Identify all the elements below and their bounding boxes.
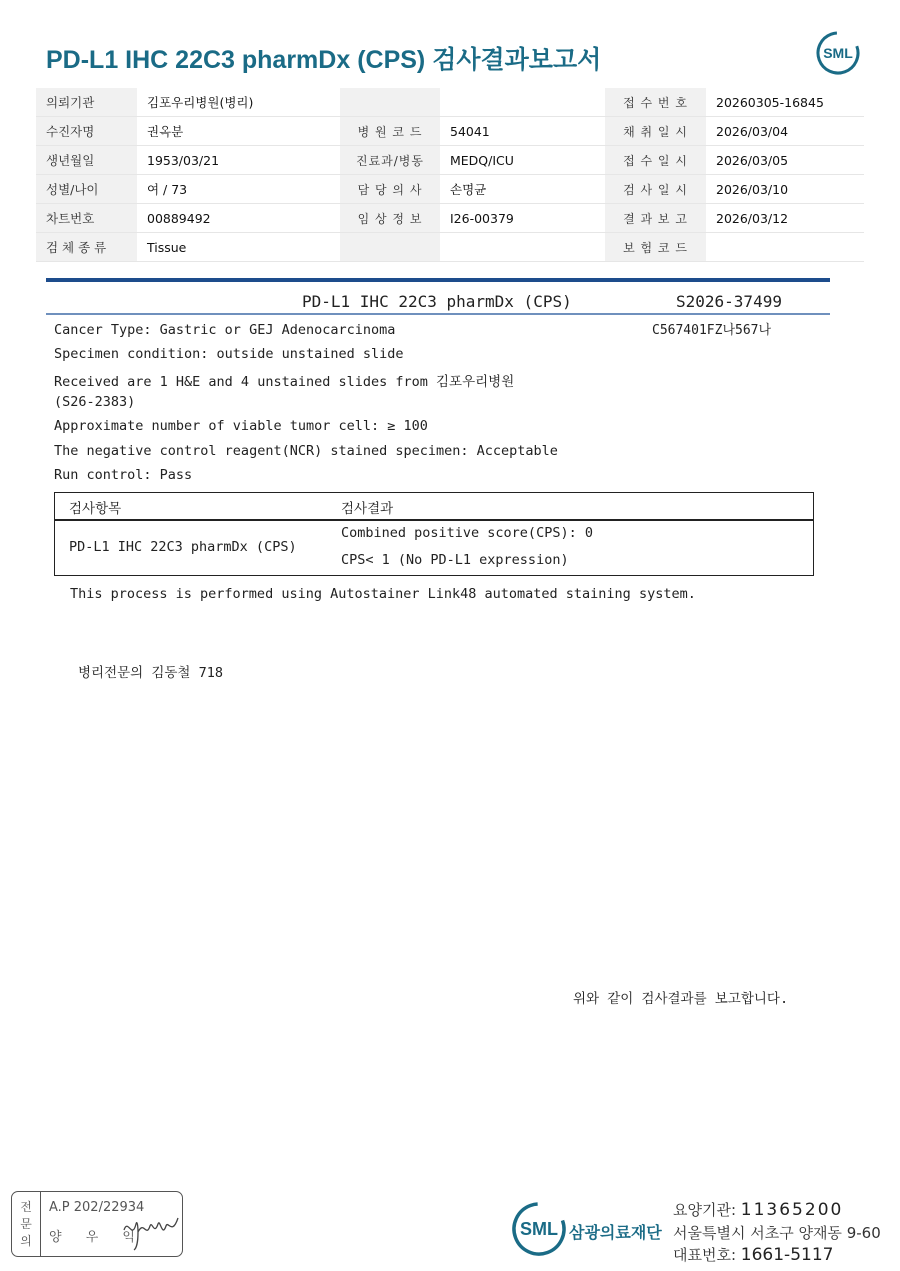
info-value: 2026/03/04 (706, 117, 864, 146)
info-label: 성별/나이 (36, 175, 137, 204)
stamp-name: 양 우 익 (49, 1230, 145, 1245)
info-row (36, 233, 864, 262)
info-label: 채 취 일 시 (605, 117, 706, 146)
specimen-number: S2026-37499 (676, 292, 782, 311)
pathologist: 병리전문의 김동철 718 (78, 665, 223, 681)
patient-info-table (36, 88, 864, 262)
info-label: 검 체 종 류 (36, 233, 137, 262)
address: 서울특별시 서초구 양재동 9-60 (673, 1224, 881, 1242)
info-label: 병 원 코 드 (340, 117, 440, 146)
info-label: 결 과 보 고 (605, 204, 706, 233)
header-result: 검사결과 (341, 501, 394, 517)
info-row (36, 204, 864, 233)
pathologist-stamp (11, 1191, 183, 1257)
info-value: 김포우리병원(병리) (137, 88, 340, 117)
test-name-header: PD-L1 IHC 22C3 pharmDx (CPS) (302, 292, 572, 311)
report-line: Cancer Type: Gastric or GEJ Adenocarcinoma (54, 322, 396, 338)
report-line: Approximate number of viable tumor cell: ≥ 100 (54, 418, 428, 434)
info-row (36, 88, 864, 117)
info-label: 검 사 일 시 (605, 175, 706, 204)
signature-icon (120, 1210, 184, 1254)
info-label: 생년월일 (36, 146, 137, 175)
result-interpretation: CPS< 1 (No PD-L1 expression) (341, 552, 569, 568)
phone: 대표번호: 1661-5117 (673, 1245, 834, 1265)
svg-text:SML: SML (823, 45, 853, 61)
info-label: 차트번호 (36, 204, 137, 233)
report-line: Received are 1 H&E and 4 unstained slides from 김포우리병원 (54, 374, 515, 390)
info-label: 의뢰기관 (36, 88, 137, 117)
stamp-side-label: 전 문 의 (12, 1192, 41, 1256)
info-value: I26-00379 (440, 204, 605, 233)
result-cps: Combined positive score(CPS): 0 (341, 525, 593, 541)
info-value: 권옥분 (137, 117, 340, 146)
info-value (440, 233, 605, 262)
info-row (36, 117, 864, 146)
info-label: 진료과/병동 (340, 146, 440, 175)
info-value: MEDQ/ICU (440, 146, 605, 175)
sml-logo-icon (815, 30, 861, 76)
table-divider (55, 519, 813, 521)
header-rule (46, 278, 830, 282)
result-item: PD-L1 IHC 22C3 pharmDx (CPS) (69, 539, 297, 555)
info-label: 보 험 코 드 (605, 233, 706, 262)
result-table (54, 492, 814, 576)
info-row (36, 175, 864, 204)
method-note: This process is performed using Autostainer Link48 automated staining system. (70, 586, 696, 602)
info-label: 담 당 의 사 (340, 175, 440, 204)
info-value: 54041 (440, 117, 605, 146)
info-label: 접 수 번 호 (605, 88, 706, 117)
info-value (440, 88, 605, 117)
info-value: 2026/03/12 (706, 204, 864, 233)
report-line: (S26-2383) (54, 394, 136, 410)
info-label: 임 상 정 보 (340, 204, 440, 233)
specimen-code: C567401FZ나567나 (652, 323, 772, 338)
info-label: 접 수 일 시 (605, 146, 706, 175)
info-value: 손명균 (440, 175, 605, 204)
corporation-name: 삼광의료재단 (569, 1223, 662, 1242)
institution-code: 요양기관: 11365200 (673, 1200, 844, 1220)
info-value: Tissue (137, 233, 340, 262)
report-line: The negative control reagent(NCR) stained specimen: Acceptable (54, 443, 558, 459)
info-label (340, 233, 440, 262)
info-value: 2026/03/10 (706, 175, 864, 204)
info-label: 수진자명 (36, 117, 137, 146)
report-line: Specimen condition: outside unstained slide (54, 346, 404, 362)
info-label (340, 88, 440, 117)
info-row (36, 146, 864, 175)
info-value: 1953/03/21 (137, 146, 340, 175)
report-title: PD-L1 IHC 22C3 pharmDx (CPS) 검사결과보고서 (46, 46, 602, 74)
info-value: 00889492 (137, 204, 340, 233)
header-item: 검사항목 (69, 501, 122, 517)
info-value: 20260305-16845 (706, 88, 864, 117)
info-value: 여 / 73 (137, 175, 340, 204)
closing-statement: 위와 같이 검사결과를 보고합니다. (573, 991, 789, 1007)
sml-footer-logo-icon (510, 1200, 568, 1258)
info-value (706, 233, 864, 262)
report-line: Run control: Pass (54, 467, 193, 483)
header-subrule (46, 313, 830, 315)
info-value: 2026/03/05 (706, 146, 864, 175)
svg-text:SML: SML (520, 1219, 558, 1239)
stamp-license: A.P 202/22934 (49, 1200, 145, 1215)
